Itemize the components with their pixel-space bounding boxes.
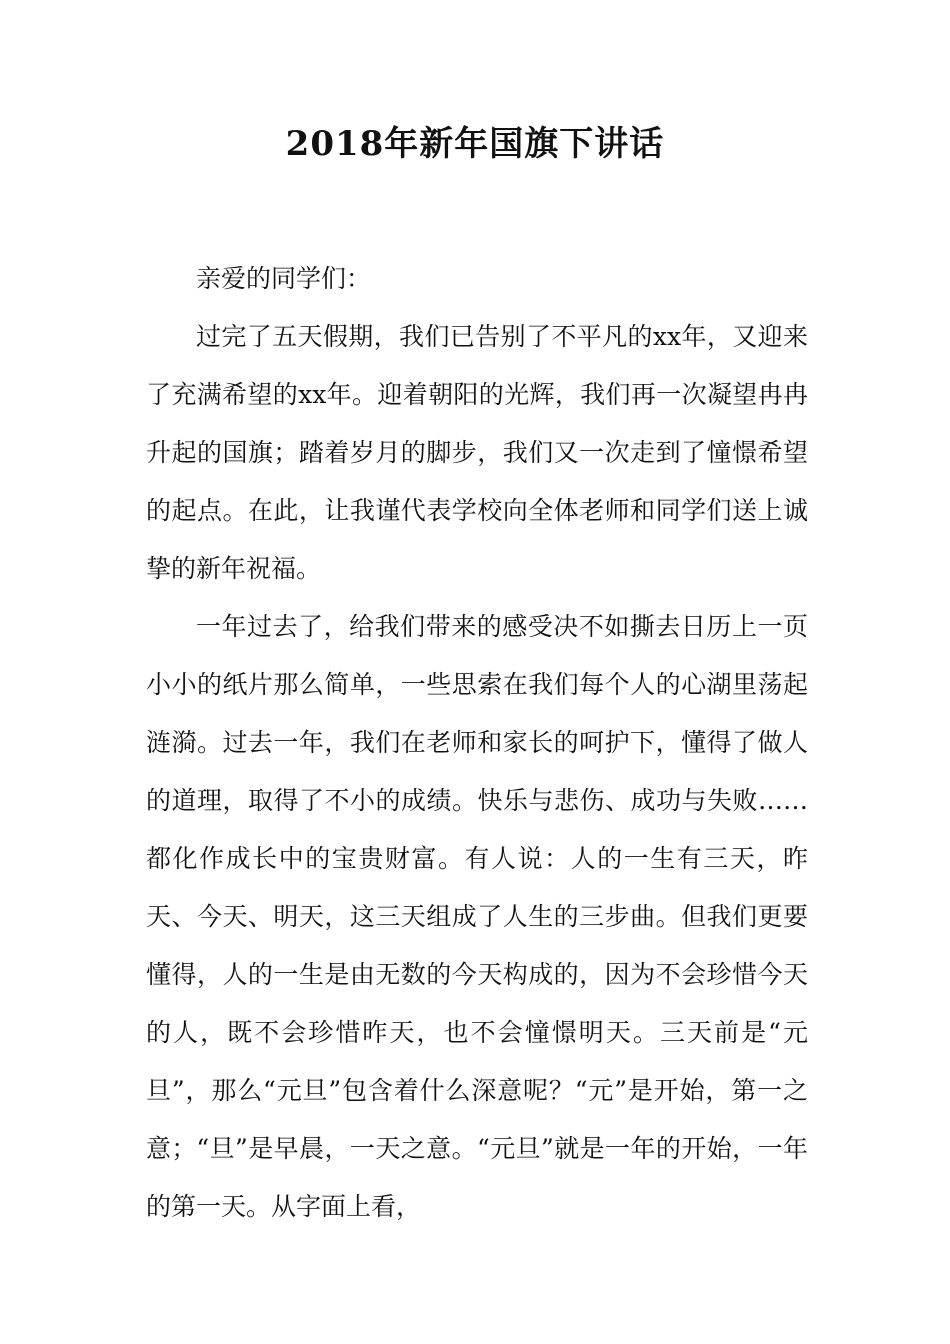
- document-title: 2018年新年国旗下讲话: [285, 124, 665, 164]
- paragraph-1: 过完了五天假期，我们已告别了不平凡的xx年，又迎来了充满希望的xx年。迎着朝阳的光辉，我们再一次凝望冉冉升起的国旗；踏着岁月的脚步，我们又一次走到了憧憬希望的起点。在此，让我谨代表学校向全体老师和同学们送上诚挚的新年祝福。: [146, 322, 808, 583]
- salutation: 亲爱的同学们：: [196, 264, 372, 293]
- document-body: [146, 250, 808, 1236]
- paragraph-2: 一年过去了，给我们带来的感受决不如撕去日历上一页小小的纸片那么简单，一些思索在我们每个人的心湖里荡起涟漪。过去一年，我们在老师和家长的呵护下，懂得了做人的道理，取得了不小的成绩。快乐与悲伤、成功与失败……都化作成长中的宝贵财富。有人说：人的一生有三天，昨天、今天、明天，这三天组成了人生的三步曲。但我们更要懂得，人的一生是由无数的今天构成的，因为不会珍惜今天的人，既不会珍惜昨天，也不会憧憬明天。三天前是“元旦”，那么“元旦”包含着什么深意呢？“元”是开始，第一之意；“旦”是早晨，一天之意。“元旦”就是一年的开始，一年的第一天。从字面上看，: [146, 612, 808, 1221]
